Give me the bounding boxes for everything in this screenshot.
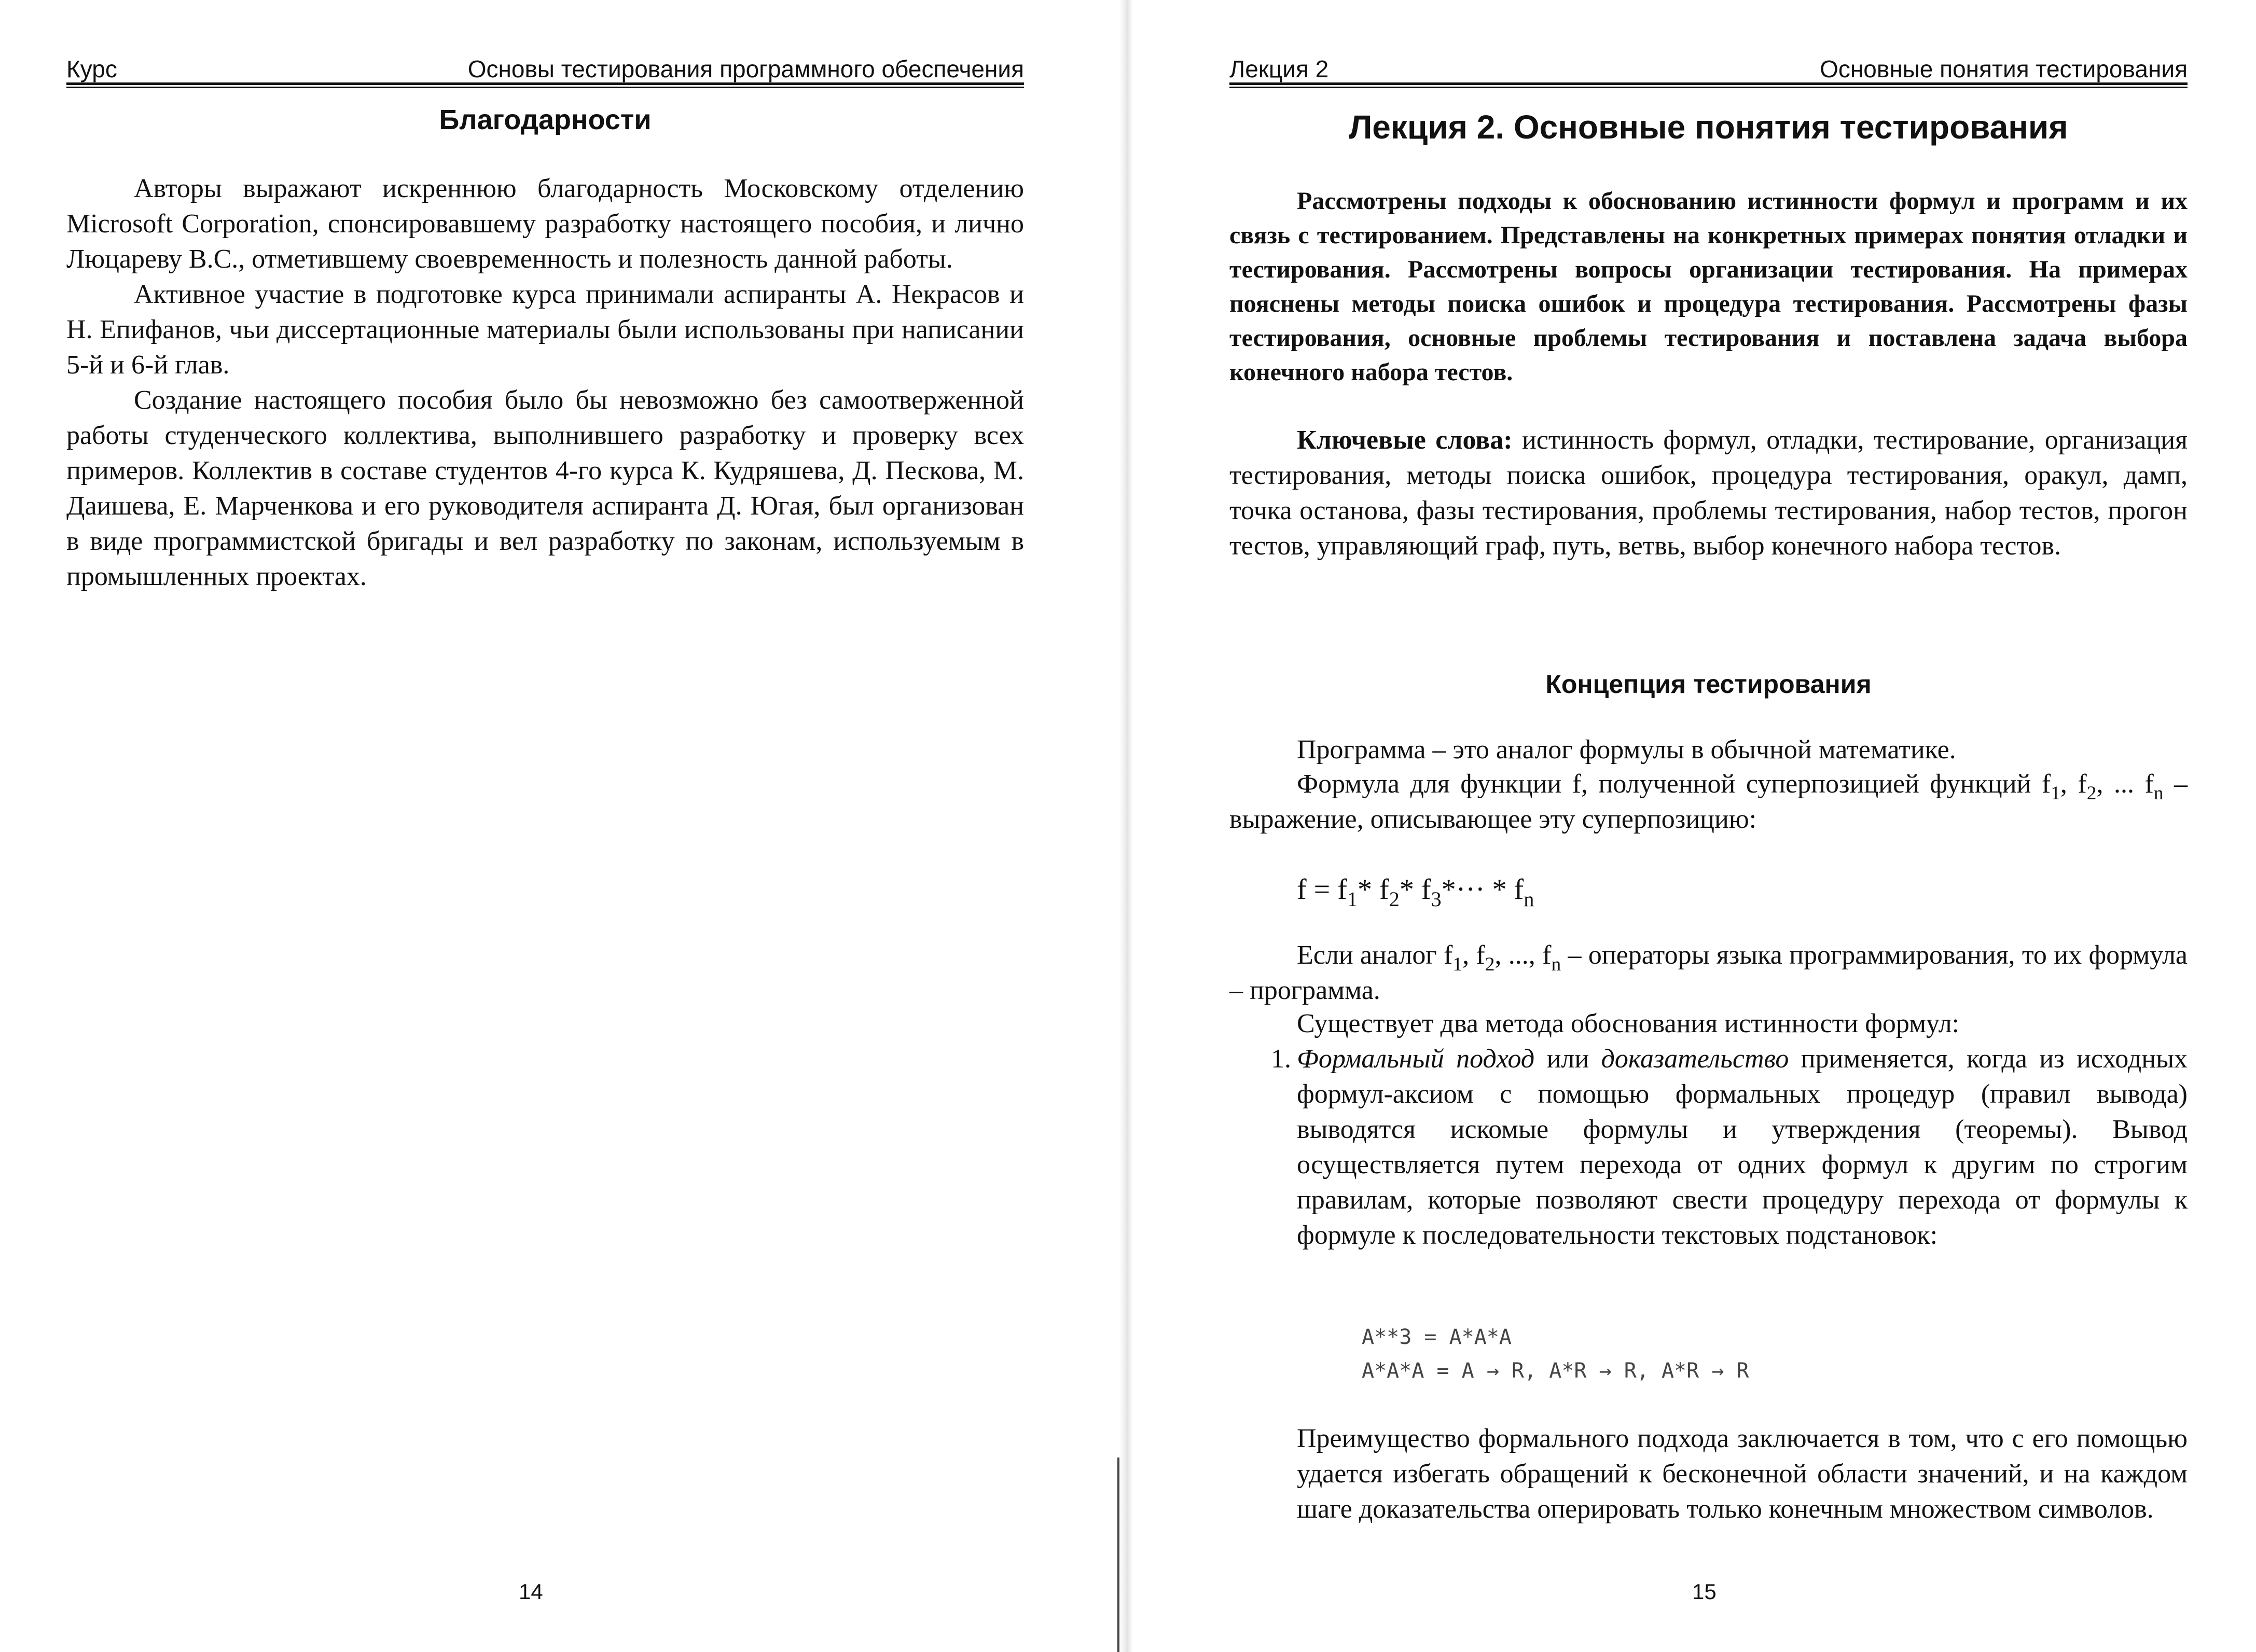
text-run: Если аналог f bbox=[1297, 940, 1453, 970]
keywords-label: Ключевые слова: bbox=[1297, 425, 1513, 455]
lecture-abstract: Рассмотрены подходы к обоснованию истинности формул и программ и их связь с тестированием. Представлены на конкретных примерах понятия отладки и тестирования. Рассмотрены вопросы организации тестирования. На примерах пояснены методы поиска ошибок и процедура тестирования. Рассмотрены фазы тестирования, основные проблемы тестирования и поставлена задача выбора конечного набора тестов. bbox=[1229, 187, 2188, 386]
paragraph: Существует два метода обоснования истинности формул: bbox=[1297, 1009, 1960, 1038]
paragraph: Авторы выражают искреннюю благодарность Московскому отделению Microsoft Corporation, спонсировавшему разработку настоящего пособия, и лично Люцареву В.С., отметившему своевременность и полезность данной работы. bbox=[66, 174, 1024, 274]
page-number: 14 bbox=[519, 1579, 543, 1604]
list-number: 1. bbox=[1271, 1044, 1291, 1074]
subscript: 2 bbox=[1485, 954, 1495, 976]
left-header-title: Основы тестирования программного обеспечения bbox=[467, 55, 1024, 82]
code-line: A*A*A = A → R, A*R → R, A*R → R bbox=[1362, 1359, 1749, 1383]
subscript: n bbox=[2153, 783, 2164, 804]
code-line: A**3 = A*A*A bbox=[1362, 1325, 1512, 1349]
text-run: , ... f bbox=[2096, 769, 2154, 799]
text-run: – выражение, описывающее эту суперпозицию: bbox=[1229, 769, 2188, 834]
subscript: n bbox=[1551, 954, 1561, 976]
formula bbox=[1297, 871, 1534, 911]
left-header-course: Курс bbox=[66, 55, 117, 82]
keywords-text: истинность формул, отладки, тестирование, организация тестирования, методы поиска ошибок, процедура тестирования, оракул, дамп, точка останова, фазы тестирования, проблемы тестирования, набор тестов, прогон тестов, управляющий граф, путь, ветвь, выбор конечного набора тестов. bbox=[1229, 425, 2188, 561]
text-run: , ..., f bbox=[1494, 940, 1552, 970]
paragraph bbox=[1229, 767, 2188, 837]
left-page bbox=[0, 0, 1126, 1652]
subscript: 2 bbox=[2086, 783, 2097, 804]
term-formal-approach: Формальный подход bbox=[1297, 1044, 1535, 1074]
right-header-title: Основные понятия тестирования bbox=[1820, 55, 2188, 82]
keywords bbox=[1229, 423, 2188, 564]
acknowledgements-body bbox=[66, 171, 1024, 594]
paragraph bbox=[1229, 938, 2188, 1008]
text-run: f = f bbox=[1297, 873, 1347, 906]
section-title: Концепция тестирования bbox=[1545, 670, 1872, 699]
subscript: 2 bbox=[1389, 887, 1400, 911]
paragraph: Преимущество формального подхода заключается в том, что с его помощью удается избегать обращений к бесконечной области значений, и на каждом шаге доказательства оперировать только конечным множеством символов. bbox=[1297, 1424, 2188, 1524]
right-running-header bbox=[1229, 52, 2188, 88]
subscript: 1 bbox=[1347, 887, 1358, 911]
paragraph: Создание настоящего пособия было бы невозможно без самоотверженной работы студенческого коллектива, выполнившего разработку и проверку всех примеров. Коллектив в составе студентов 4-го курса К. Кудряшева, Д. Пескова, М. Даишева, Е. Марченкова и его руководителя аспиранта Д. Югая, был организован в виде программистской бригады и вел разработку по законам, используемым в промышленных проектах. bbox=[66, 385, 1024, 591]
text-run: * f bbox=[1358, 873, 1389, 906]
text-run: – операторы языка программирования, то их формула – программа. bbox=[1229, 940, 2188, 1005]
text-run: , f bbox=[2060, 769, 2087, 799]
left-running-header bbox=[66, 52, 1024, 88]
term-proof: доказательство bbox=[1601, 1044, 1789, 1074]
subscript: 1 bbox=[2051, 783, 2060, 804]
subscript: 1 bbox=[1452, 954, 1463, 976]
text-run: * f bbox=[1399, 873, 1431, 906]
header-rule bbox=[1229, 82, 2188, 85]
paragraph: Активное участие в подготовке курса принимали аспиранты А. Некрасов и Н. Епифанов, чьи диссертационные материалы были использованы при написании 5-й и 6-й глав. bbox=[66, 280, 1024, 380]
header-rule bbox=[66, 82, 1024, 85]
right-page bbox=[1126, 0, 2256, 1652]
paragraph: Программа – это аналог формулы в обычной математике. bbox=[1297, 735, 1956, 765]
page-number: 15 bbox=[1692, 1579, 1717, 1604]
page-title: Благодарности bbox=[439, 104, 652, 135]
text-run: , f bbox=[1462, 940, 1485, 970]
list-item bbox=[1229, 1042, 2188, 1253]
lecture-title: Лекция 2. Основные понятия тестирования bbox=[1349, 108, 2068, 146]
right-header-lecture: Лекция 2 bbox=[1229, 55, 1329, 82]
text-run: *··· * f bbox=[1441, 873, 1524, 906]
subscript: 3 bbox=[1431, 887, 1442, 911]
header-rule bbox=[66, 87, 1024, 88]
text-run: или bbox=[1534, 1044, 1601, 1074]
text-run: применяется, когда из исходных формул-аксиом с помощью формальных процедур (правил вывода) выводятся искомые формулы и утверждения (теоремы). Вывод осуществляется путем перехода от одних формул к другим по строгим правилам, которые позволяют свести процедуру перехода от формулы к формуле к последовательности текстовых подстановок: bbox=[1297, 1044, 2188, 1250]
text-run: Формула для функции f, полученной суперпозицией функций f bbox=[1297, 769, 2051, 799]
methods-list bbox=[1229, 1042, 2188, 1253]
header-rule bbox=[1229, 87, 2188, 88]
subscript: n bbox=[1524, 887, 1534, 911]
